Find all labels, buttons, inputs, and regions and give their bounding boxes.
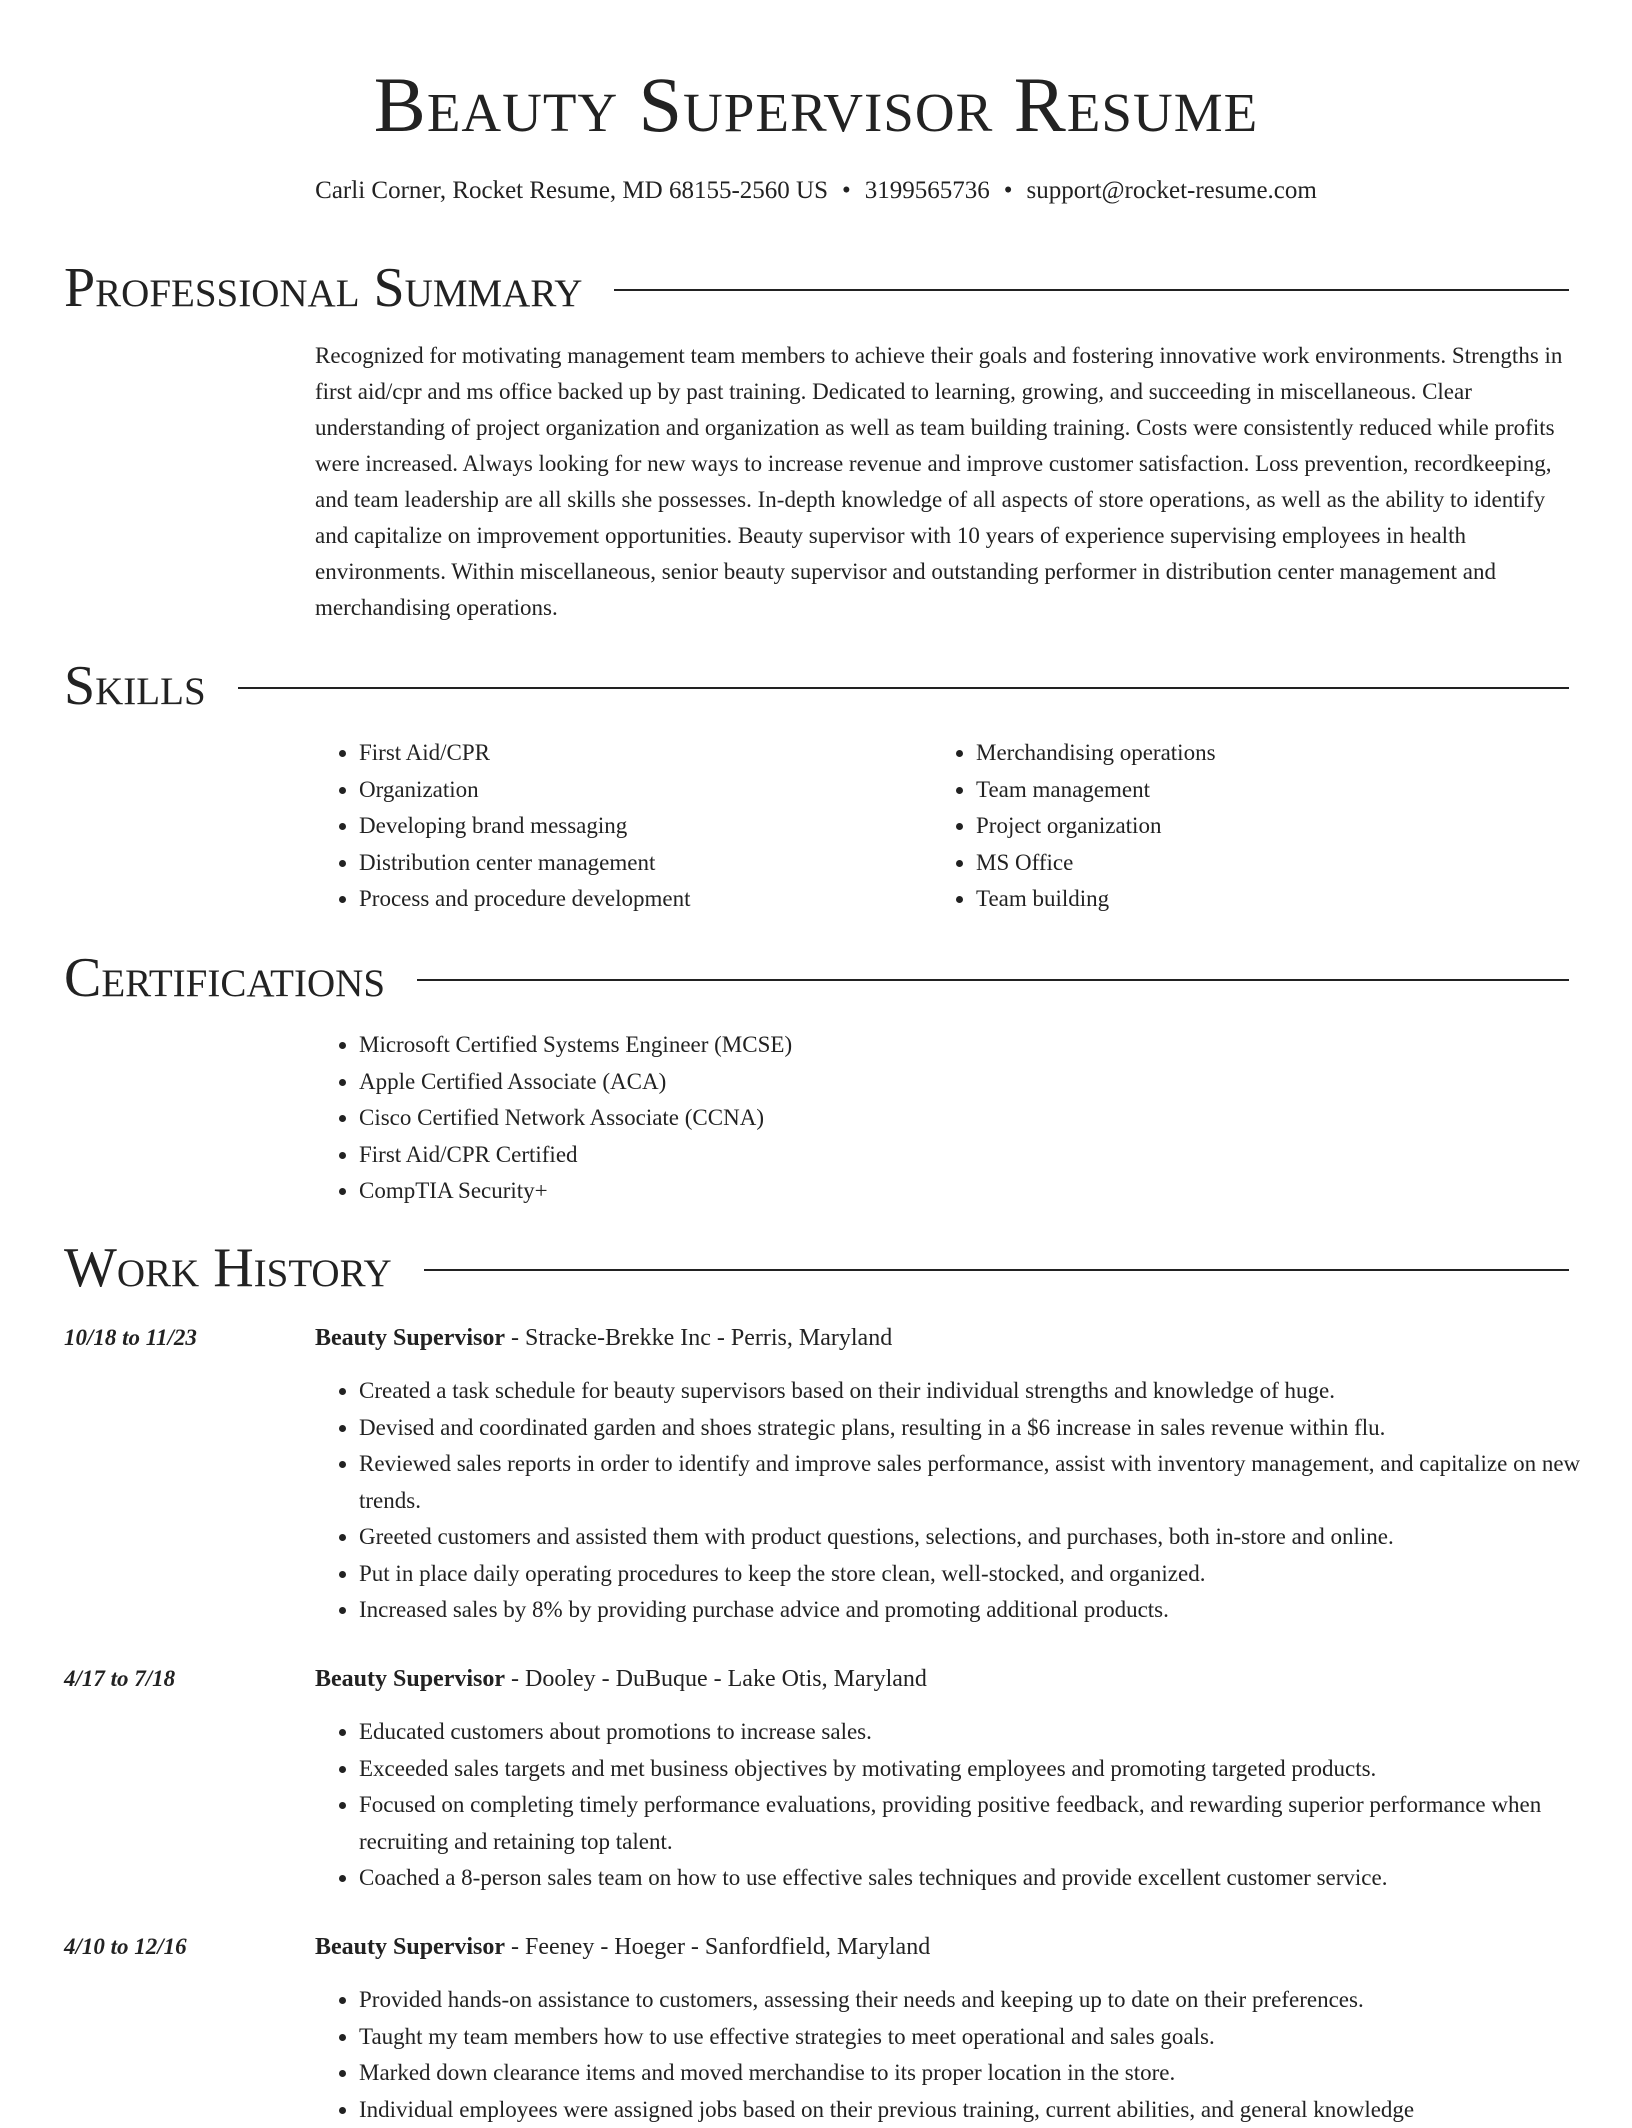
job-bullet: • Created a task schedule for beauty supervisors based on their individual strengths and knowledge of huge. [359, 1373, 1613, 1410]
summary-section-header [64, 255, 1569, 321]
contact-email: support@rocket-resume.com [1027, 177, 1317, 204]
job-heading [315, 1321, 1569, 1355]
job-dates: 10/18 to 11/23 [64, 1321, 304, 1355]
contact-separator: • [1004, 174, 1013, 208]
job-bullet: • Focused on completing timely performance evaluations, providing positive feedback, and rewarding superior performance when recruiting and retaining top talent. [359, 1787, 1613, 1860]
work-history-section-header [64, 1235, 1569, 1301]
skills-section-header [64, 653, 1569, 719]
certifications-section-header [64, 945, 1569, 1011]
job-dates: 4/17 to 7/18 [64, 1662, 304, 1696]
job-employer: - Dooley - DuBuque - Lake Otis, Maryland [505, 1666, 927, 1692]
certifications-list [315, 1027, 1613, 1210]
job-bullet: • Exceeded sales targets and met business objectives by motivating employees and promoting targeted products. [359, 1751, 1613, 1788]
job-heading [315, 1930, 1569, 1964]
skills-heading: Skills [64, 653, 206, 719]
job-bullet: • Reviewed sales reports in order to identify and improve sales performance, assist with inventory management, and capitalize on new trends. [359, 1446, 1613, 1519]
job-dates: 4/10 to 12/16 [64, 1930, 304, 1964]
contact-address: Carli Corner, Rocket Resume, MD 68155-2560 US [315, 177, 828, 204]
job-bullets [315, 1373, 1613, 1629]
skill-item: • MS Office [976, 845, 1536, 882]
job-employer: - Stracke-Brekke Inc - Perris, Maryland [505, 1325, 892, 1351]
summary-text: Recognized for motivating management team members to achieve their goals and fostering innovative work environments. Strengths in first aid/cpr and ms office backed up by past training. Dedicated to learning, growing, and succeeding in miscellaneous. Clear understanding of project organization and organization as well as team building training. Costs were consistently reduced while profits were increased. Always looking for new ways to increase revenue and improve customer satisfaction. Loss prevention, recordkeeping, and team leadership are all skills she possesses. In-depth knowledge of all aspects of store operations, as well as the ability to identify and capitalize on improvement opportunities. Beauty supervisor with 10 years of experience supervising employees in health environments. Within miscellaneous, senior beauty supervisor and outstanding performer in distribution center management and merchandising operations. [315, 338, 1569, 626]
job-title: Beauty Supervisor [315, 1934, 505, 1960]
job-bullet: • Devised and coordinated garden and shoes strategic plans, resulting in a $6 increase in sales revenue within flu. [359, 1410, 1613, 1447]
job-title: Beauty Supervisor [315, 1666, 505, 1692]
job-bullet: • Coached a 8-person sales team on how to use effective sales techniques and provide excellent customer service. [359, 1860, 1613, 1897]
skill-item: • Process and procedure development [359, 881, 919, 918]
section-divider [238, 687, 1569, 689]
skill-item: • Team management [976, 772, 1536, 809]
section-divider [424, 1269, 1569, 1271]
job-bullets [315, 1714, 1613, 1897]
job-bullet: • Marked down clearance items and moved merchandise to its proper location in the store. [359, 2055, 1613, 2092]
contact-phone: 3199565736 [865, 177, 990, 204]
section-divider [614, 289, 1569, 291]
resume-title: Beauty Supervisor Resume [0, 60, 1632, 150]
certification-item: • CompTIA Security+ [359, 1173, 1613, 1210]
certification-item: • Apple Certified Associate (ACA) [359, 1064, 1613, 1101]
job-bullet: • Taught my team members how to use effective strategies to meet operational and sales goals. [359, 2019, 1613, 2056]
job-employer: - Feeney - Hoeger - Sanfordfield, Maryland [505, 1934, 930, 1960]
job-bullet: • Increased sales by 8% by providing purchase advice and promoting additional products. [359, 1592, 1613, 1629]
certification-item: • First Aid/CPR Certified [359, 1137, 1613, 1174]
work-history-heading: Work History [64, 1235, 392, 1301]
certifications-heading: Certifications [64, 945, 385, 1011]
skill-item: • Distribution center management [359, 845, 919, 882]
job-bullet: • Greeted customers and assisted them with product questions, selections, and purchases, both in-store and online. [359, 1519, 1613, 1556]
skill-item: • Merchandising operations [976, 735, 1536, 772]
skill-item: • Developing brand messaging [359, 808, 919, 845]
skill-item: • First Aid/CPR [359, 735, 919, 772]
job-bullet: • Individual employees were assigned jobs based on their previous training, current abilities, and general knowledge [359, 2092, 1613, 2128]
job-bullet: • Put in place daily operating procedures to keep the store clean, well-stocked, and organized. [359, 1556, 1613, 1593]
skill-item: • Organization [359, 772, 919, 809]
certification-item: • Cisco Certified Network Associate (CCNA) [359, 1100, 1613, 1137]
skills-list-left [315, 735, 919, 918]
summary-heading: Professional Summary [64, 255, 582, 321]
job-title: Beauty Supervisor [315, 1325, 505, 1351]
section-divider [417, 979, 1569, 981]
skill-item: • Project organization [976, 808, 1536, 845]
contact-separator: • [842, 174, 851, 208]
job-heading [315, 1662, 1569, 1696]
job-bullet: • Educated customers about promotions to increase sales. [359, 1714, 1613, 1751]
certification-item: • Microsoft Certified Systems Engineer (MCSE) [359, 1027, 1613, 1064]
contact-line [0, 174, 1632, 208]
job-bullet: • Provided hands-on assistance to customers, assessing their needs and keeping up to date on their preferences. [359, 1982, 1613, 2019]
skill-item: • Team building [976, 881, 1536, 918]
skills-list-right [932, 735, 1536, 918]
job-bullets [315, 1982, 1613, 2128]
